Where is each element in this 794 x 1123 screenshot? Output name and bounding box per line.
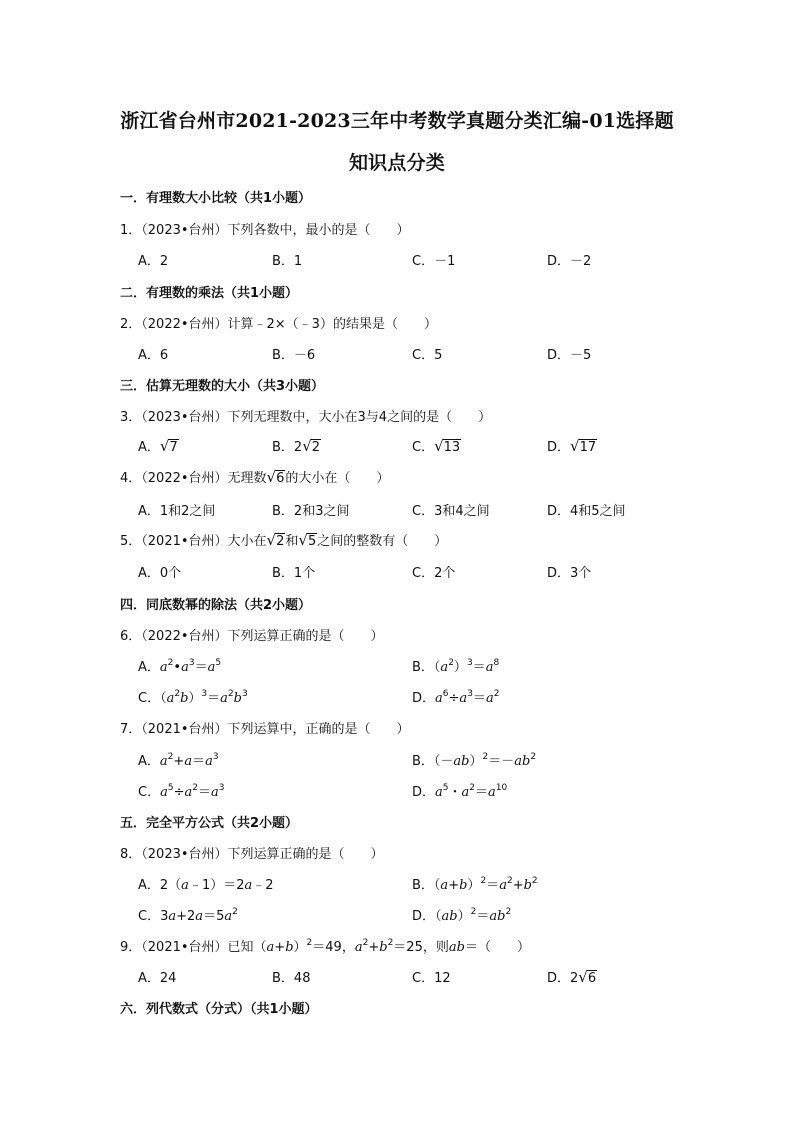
- stem-text: 之间的整数有（ ）: [317, 534, 448, 549]
- q1-option-d: D．－2: [547, 254, 592, 269]
- option-label: B．2: [272, 440, 303, 455]
- radicand: 6: [587, 971, 597, 986]
- section-heading: 三．估算无理数的大小（共3小题）: [120, 379, 325, 394]
- q5-option-a: A．0个: [138, 566, 182, 581]
- q1-option-c: C．－1: [412, 254, 456, 269]
- question-9-stem: 9．（2021•台州）已知$(a+b)^2=49$，$a^2+b^2=25$，则ab＝（ ）: [120, 938, 530, 955]
- option-label: D．: [547, 440, 571, 455]
- page-title: 浙江省台州市2021-2023三年中考数学真题分类汇编-01选择题: [120, 110, 674, 132]
- stem-text: 9．（2021•台州）已知（: [120, 940, 267, 955]
- question-6-stem: 6．（2022•台州）下列运算正确的是（ ）: [120, 629, 384, 644]
- section-heading: 四．同底数幂的除法（共2小题）: [120, 598, 312, 613]
- question-4-stem: 4．（2022•台州）无理数√6的大小在（ ）: [120, 468, 390, 486]
- question-2-stem: 2．（2022•台州）计算﹣2×（﹣3）的结果是（ ）: [120, 317, 437, 332]
- q7-option-b: B．$(-ab)^2=-ab^2$: [412, 752, 537, 769]
- stem-text: ，则: [422, 940, 449, 955]
- q3-option-d: D．√17: [547, 437, 597, 455]
- q6-option-d: D．$a^6\div a^3=a^2$: [412, 689, 500, 706]
- page-subtitle: 知识点分类: [348, 152, 445, 174]
- q4-option-a: A．1和2之间: [138, 504, 216, 519]
- radicand: 7: [169, 440, 178, 455]
- radicand: 17: [579, 440, 597, 455]
- radicand: 6: [276, 471, 285, 486]
- q4-option-c: C．3和4之间: [412, 504, 490, 519]
- section-heading: 二．有理数的乘法（共1小题）: [120, 286, 299, 301]
- stem-text: 和: [285, 534, 299, 549]
- q9-option-c: C．12: [412, 971, 451, 986]
- q3-option-b: B．2√2: [272, 437, 321, 455]
- option-label: C．: [412, 440, 435, 455]
- q8-option-a: A．2（a﹣1）＝2a﹣2: [138, 878, 274, 893]
- q8-option-c: C．$3a+2a=5a^2$: [138, 907, 238, 924]
- q3-option-a: A．√7: [138, 437, 178, 455]
- q5-option-d: D．3个: [547, 566, 592, 581]
- q9-option-b: B．48: [272, 971, 311, 986]
- radicand: 2: [311, 440, 321, 455]
- question-8-stem: 8．（2023•台州）下列运算正确的是（ ）: [120, 847, 384, 862]
- option-label: A．: [138, 440, 160, 455]
- q6-option-c: C．$(a^2b)^3=a^2b^3$: [138, 689, 248, 706]
- q1-option-b: B．1: [272, 254, 303, 269]
- radicand: 13: [443, 440, 461, 455]
- q2-option-c: C．5: [412, 348, 443, 363]
- option-label: D．2: [547, 971, 579, 986]
- q3-option-c: C．√13: [412, 437, 461, 455]
- q5-option-c: C．2个: [412, 566, 456, 581]
- q2-option-a: A．6: [138, 348, 169, 363]
- q9-option-d: D．2√6: [547, 968, 597, 986]
- q1-option-a: A．2: [138, 254, 169, 269]
- question-5-stem: 5．（2021•台州）大小在√2和√5之间的整数有（ ）: [120, 531, 448, 549]
- q7-option-c: C．$a^5\div a^2=a^3$: [138, 783, 225, 800]
- stem-text: 5．（2021•台州）大小在: [120, 534, 267, 549]
- q7-option-d: D．$a^5$・$a^2=a^{10}$: [412, 783, 508, 800]
- stem-text: 的大小在（ ）: [285, 471, 390, 486]
- q9-option-a: A．24: [138, 971, 177, 986]
- q4-option-d: D．4和5之间: [547, 504, 626, 519]
- section-heading: 一．有理数大小比较（共1小题）: [120, 191, 312, 206]
- q8-option-d: D．$(ab)^2=ab^2$: [412, 907, 512, 924]
- q7-option-a: A．$a^2+a=a^3$: [138, 752, 219, 769]
- question-7-stem: 7．（2021•台州）下列运算中，正确的是（ ）: [120, 722, 410, 737]
- q6-option-a: A．$a^2•a^3=a^5$: [138, 658, 222, 675]
- section-heading: 五．完全平方公式（共2小题）: [120, 816, 299, 831]
- q5-option-b: B．1个: [272, 566, 316, 581]
- q2-option-d: D．－5: [547, 348, 592, 363]
- q8-option-b: B．$(a+b)^2=a^2+b^2$: [412, 876, 538, 893]
- stem-text: 4．（2022•台州）无理数: [120, 471, 267, 486]
- radicand: 2: [276, 534, 285, 549]
- q2-option-b: B．－6: [272, 348, 316, 363]
- stem-text: ＝（ ）: [464, 940, 530, 955]
- question-3-stem: 3．（2023•台州）下列无理数中，大小在3与4之间的是（ ）: [120, 410, 492, 425]
- section-heading: 六．列代数式（分式）（共1小题）: [120, 1002, 318, 1017]
- question-1-stem: 1．（2023•台州）下列各数中，最小的是（ ）: [120, 223, 410, 238]
- q4-option-b: B．2和3之间: [272, 504, 350, 519]
- q6-option-b: B．$(a^2)^3=a^8$: [412, 658, 500, 675]
- radicand: 5: [307, 534, 317, 549]
